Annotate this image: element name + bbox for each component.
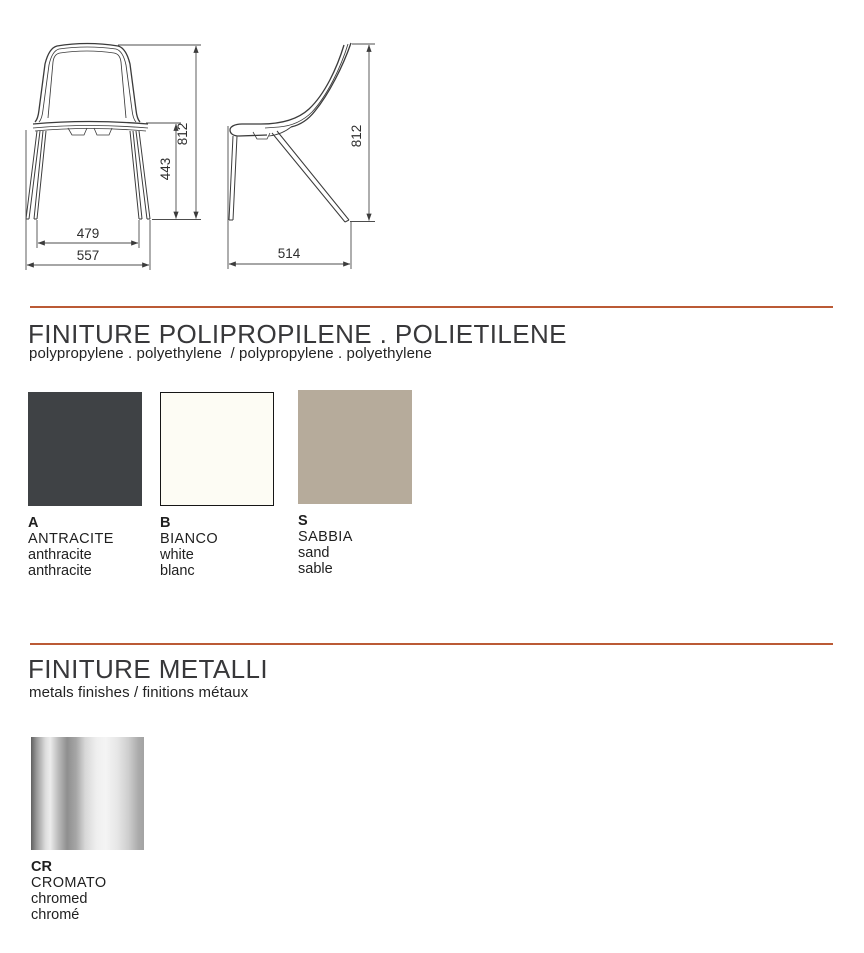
swatch-label-cromato [31,859,171,923]
front-dimension-lines [26,45,201,270]
swatch-label-sabbia [298,513,438,577]
swatch-code: B [160,515,171,531]
metal-section-title: FINITURE METALLI [28,654,268,684]
swatch-code: A [28,515,39,531]
color-swatch-bianco [160,392,274,506]
chair-front-outline [26,44,150,220]
swatch-translation-en: white [160,547,194,563]
swatch-name: SABBIA [298,529,353,545]
swatch-name: CROMATO [31,875,107,891]
plastic-section-subtitle: polypropylene . polyethylene / polypropylene . polyethylene [29,345,432,362]
color-swatch-sabbia [298,390,412,504]
chrome-swatch-cromato [31,737,144,850]
metal-section-subtitle: metals finishes / finitions métaux [29,684,249,701]
chair-front-view-drawing [24,36,209,274]
swatch-translation-en: anthracite [28,547,92,563]
front-outer-width-dimension-label: 557 [76,248,100,263]
swatch-translation-fr: chromé [31,907,80,923]
front-height-dimension-label: 812 [175,122,190,146]
swatch-name: ANTRACITE [28,531,114,547]
side-depth-dimension-label: 514 [277,246,301,261]
swatch-cell-cromato [31,737,171,923]
front-seat-height-dimension-label: 443 [158,157,173,181]
swatch-translation-en: sand [298,545,330,561]
swatch-translation-fr: blanc [160,563,195,579]
swatch-cell-bianco [160,392,300,579]
side-dimension-lines [228,44,375,269]
swatch-translation-fr: anthracite [28,563,92,579]
section-divider-top [30,306,833,308]
swatch-cell-antracite [28,392,168,579]
swatch-translation-fr: sable [298,561,333,577]
color-swatch-antracite [28,392,142,506]
front-inner-width-dimension-label: 479 [76,226,100,241]
chair-side-view-drawing [215,36,385,280]
section-divider-metal [30,643,833,645]
swatch-label-bianco [160,515,300,579]
swatch-cell-sabbia [298,390,438,577]
plastic-section-title: FINITURE POLIPROPILENE . POLIETILENE [28,319,567,349]
side-height-dimension-label: 812 [349,124,364,148]
swatch-code: CR [31,859,52,875]
swatch-translation-en: chromed [31,891,88,907]
swatch-name: BIANCO [160,531,218,547]
swatch-label-antracite [28,515,168,579]
swatch-code: S [298,513,308,529]
chair-side-outline [229,43,351,222]
